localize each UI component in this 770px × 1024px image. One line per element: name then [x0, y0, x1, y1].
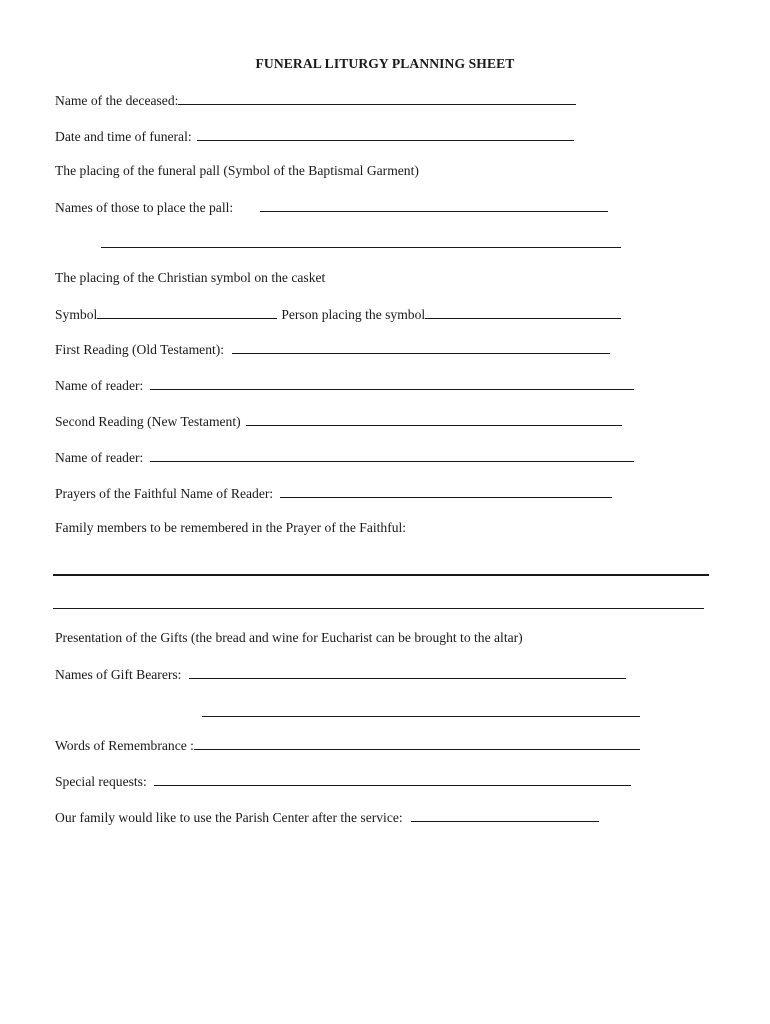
- symbol-field[interactable]: [97, 306, 277, 319]
- gift-bearers-field[interactable]: [189, 666, 626, 679]
- first-reading-field[interactable]: [232, 341, 610, 354]
- first-reading-label: First Reading (Old Testament):: [55, 342, 225, 357]
- first-reading-row: [55, 341, 610, 358]
- funeral-datetime-label: Date and time of funeral:: [55, 129, 192, 144]
- person-placing-field[interactable]: [425, 306, 621, 319]
- pall-names-field-2[interactable]: [101, 247, 621, 248]
- pall-names-row: [55, 199, 608, 216]
- prayers-reader-row: [55, 485, 612, 502]
- deceased-label: Name of the deceased:: [55, 93, 179, 108]
- remembrance-field[interactable]: [194, 737, 640, 750]
- second-reading-label: Second Reading (New Testament): [55, 414, 241, 429]
- christian-symbol-heading: The placing of the Christian symbol on the casket: [55, 270, 326, 285]
- parish-center-field[interactable]: [411, 809, 599, 822]
- prayers-reader-label: Prayers of the Faithful Name of Reader:: [55, 486, 274, 501]
- symbol-row: [55, 306, 621, 323]
- remembrance-label: Words of Remembrance :: [55, 738, 194, 753]
- second-reading-row: [55, 413, 622, 430]
- gift-bearers-label: Names of Gift Bearers:: [55, 667, 182, 682]
- parish-center-row: [55, 809, 599, 826]
- gift-bearers-field-2[interactable]: [202, 716, 640, 717]
- pall-heading: The placing of the funeral pall (Symbol of the Baptismal Garment): [55, 163, 419, 178]
- deceased-row: [55, 92, 576, 109]
- parish-center-label: Our family would like to use the Parish Center after the service:: [55, 810, 403, 825]
- family-members-field-1[interactable]: [53, 574, 709, 576]
- symbol-label: Symbol: [55, 307, 98, 322]
- special-requests-field[interactable]: [154, 773, 631, 786]
- gift-bearers-row: [55, 666, 626, 683]
- form-title: FUNERAL LITURGY PLANNING SHEET: [255, 56, 515, 71]
- remembrance-row: [55, 737, 640, 754]
- special-requests-label: Special requests:: [55, 774, 147, 789]
- deceased-field[interactable]: [178, 92, 576, 105]
- first-reader-row: [55, 377, 634, 394]
- second-reading-field[interactable]: [246, 413, 622, 426]
- prayers-reader-field[interactable]: [280, 485, 612, 498]
- first-reader-field[interactable]: [150, 377, 634, 390]
- special-requests-row: [55, 773, 631, 790]
- second-reader-row: [55, 449, 634, 466]
- pall-names-label: Names of those to place the pall:: [55, 200, 234, 215]
- gifts-heading: Presentation of the Gifts (the bread and wine for Eucharist can be brought to the altar): [55, 630, 523, 645]
- family-members-label: Family members to be remembered in the Prayer of the Faithful:: [55, 520, 407, 535]
- funeral-datetime-field[interactable]: [197, 128, 574, 141]
- second-reader-label: Name of reader:: [55, 450, 144, 465]
- person-placing-label: Person placing the symbol: [281, 307, 426, 322]
- pall-names-field[interactable]: [260, 199, 608, 212]
- first-reader-label: Name of reader:: [55, 378, 144, 393]
- second-reader-field[interactable]: [150, 449, 634, 462]
- funeral-datetime-row: [55, 128, 574, 145]
- family-members-field-2[interactable]: [53, 608, 704, 609]
